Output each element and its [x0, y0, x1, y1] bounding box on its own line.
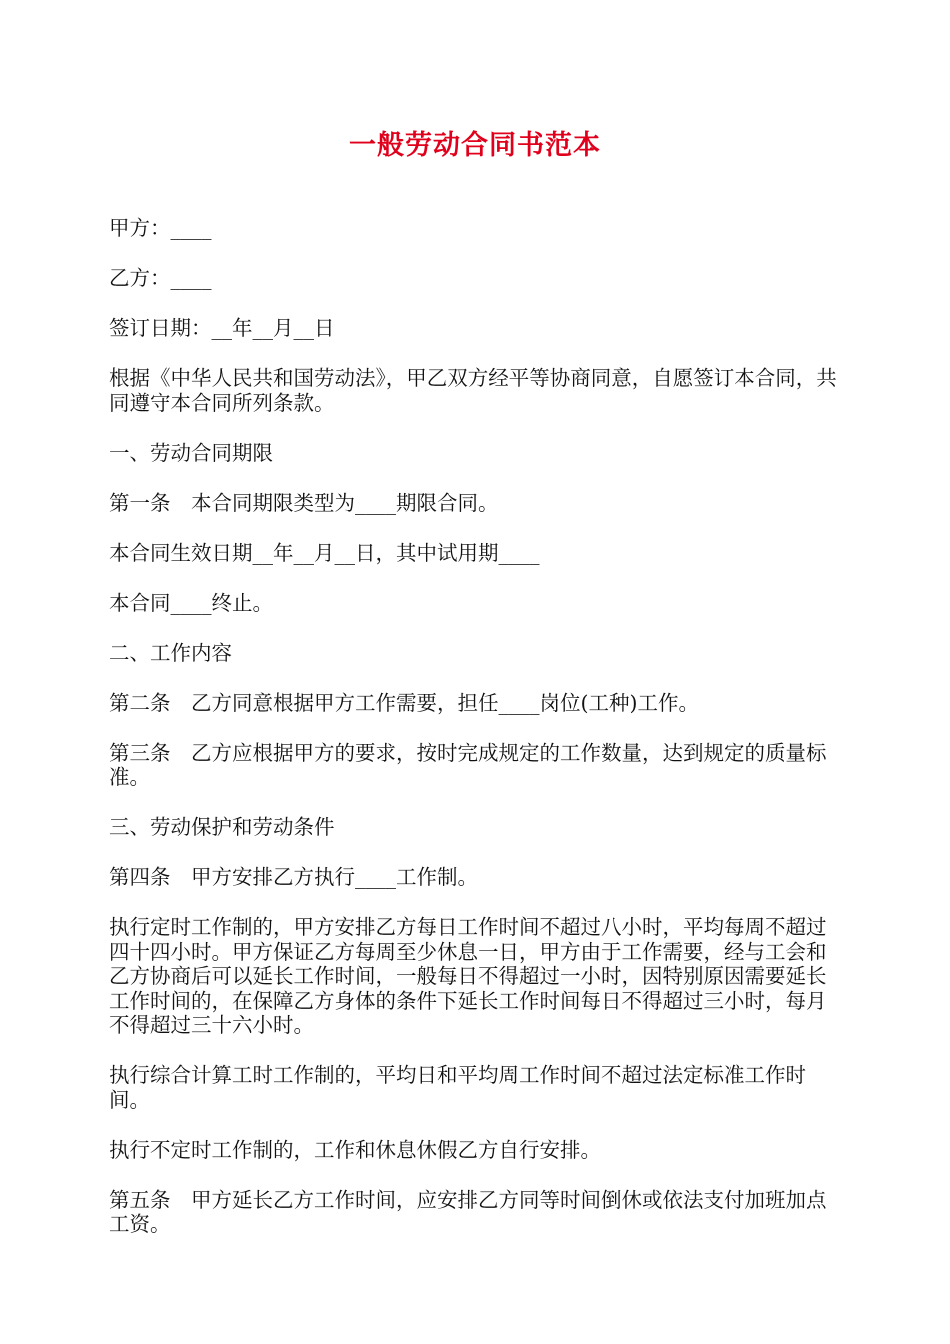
flexible-hours-paragraph: 执行不定时工作制的，工作和休息休假乙方自行安排。 [109, 1137, 601, 1162]
article-4: 第四条 甲方安排乙方执行____工作制。 [109, 865, 478, 889]
section-heading-work: 二、工作内容 [109, 640, 232, 665]
document-title: 一般劳动合同书范本 [349, 130, 601, 161]
party-b-line: 乙方：____ [109, 266, 212, 290]
section-heading-protection: 三、劳动保护和劳动条件 [109, 815, 335, 839]
effective-date-line: 本合同生效日期__年__月__日，其中试用期____ [109, 540, 540, 565]
article-3: 第三条 乙方应根据甲方的要求，按时完成规定的工作数量，达到规定的质量标准。 [109, 740, 827, 789]
standard-hours-paragraph: 执行定时工作制的，甲方安排乙方每日工作时间不超过八小时，平均每周不超过四十四小时。甲方保证乙方每周至少休息一日，甲方由于工作需要，经与工会和乙方协商后可以延长工作时间，一般每日不得超过一小时，因特别原因需要延长工作时间的，在保障乙方身体的条件下延长工作时间每日不得超过三小时，每月不得超过三十六小时。 [109, 915, 827, 1037]
article-5: 第五条 甲方延长乙方工作时间，应安排乙方同等时间倒休或依法支付加班加点工资。 [109, 1187, 827, 1236]
signing-date-line: 签订日期：__年__月__日 [109, 316, 335, 340]
termination-line: 本合同____终止。 [109, 590, 273, 615]
party-a-line: 甲方：____ [109, 216, 212, 240]
article-2: 第二条 乙方同意根据甲方工作需要，担任____岗位(工种)工作。 [109, 690, 699, 715]
preamble-paragraph: 根据《中华人民共和国劳动法》，甲乙双方经平等协商同意，自愿签订本合同，共同遵守本合同所列条款。 [109, 366, 837, 415]
comprehensive-hours-paragraph: 执行综合计算工时工作制的，平均日和平均周工作时间不超过法定标准工作时间。 [109, 1063, 806, 1112]
article-1: 第一条 本合同期限类型为____期限合同。 [109, 490, 499, 515]
section-heading-term: 一、劳动合同期限 [109, 440, 273, 465]
document-body [109, 216, 844, 1262]
